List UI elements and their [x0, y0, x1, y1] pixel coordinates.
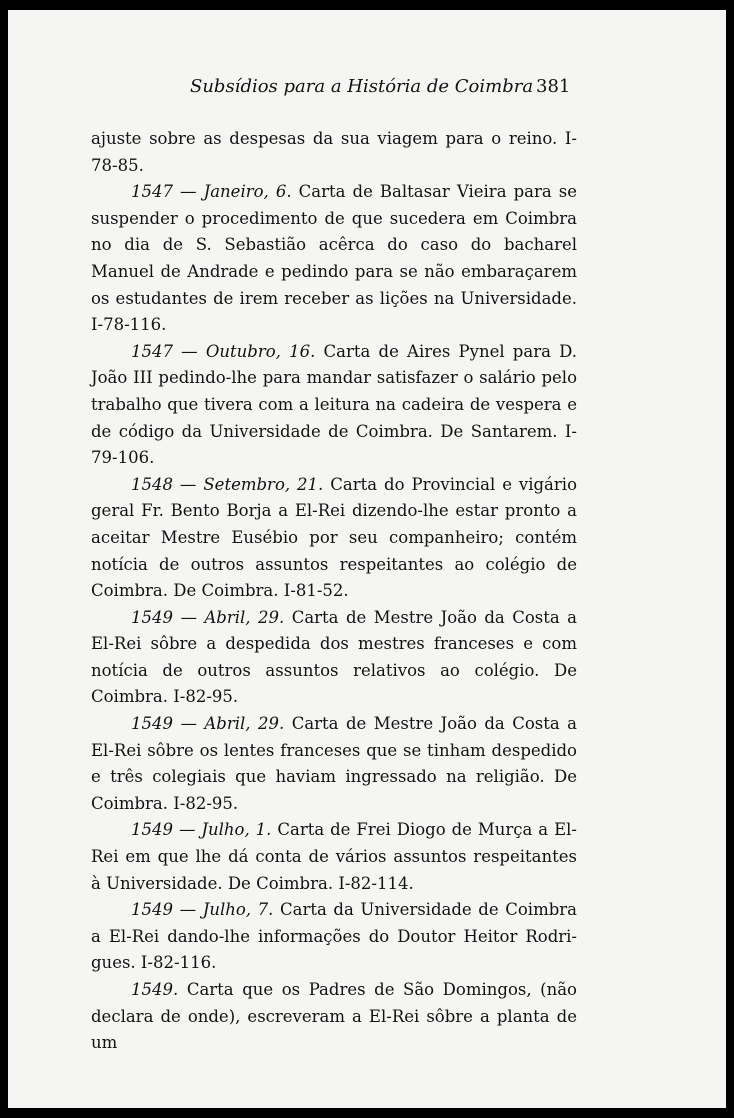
entry-date: 1547 — Outubro, 16. [131, 341, 316, 361]
text-body [91, 126, 577, 1057]
paragraph [91, 897, 577, 977]
running-title: Subsídios para a História de Coimbra [190, 76, 534, 97]
running-header [8, 76, 726, 106]
entry-date: 1549. [131, 980, 179, 999]
entry-text: Carta que os Padres de São Domingos, (não declara de onde), escreveram a El-Rei sôbre a planta de um [91, 980, 577, 1053]
entry-text: Carta de Mestre João da Costa a El-Rei sôbre os lentes franceses que se tinham despedido e três colegiais que haviam ingressado na religião. De Coimbra. I-82-95. [91, 714, 577, 813]
entry-text: Carta de Aires Pynel para D. João III pedindo-lhe para mandar satisfazer o salário pelo trabalho que tivera com a leitura na cadeira de vespera e de código da Universidade de Coimbra. De Santarem. I-79-106. [91, 341, 577, 468]
entry-date: 1549 — Julho, 1. [131, 820, 272, 840]
paragraph [91, 126, 577, 179]
entry-text: Carta de Frei Diogo de Murça a El-Rei em que lhe dá conta de vários assuntos respeitantes à Universidade. De Coimbra. I-82-114. [91, 820, 577, 893]
entry-text: Carta da Universidade de Coimbra a El-Rei dando-lhe informações do Doutor Heitor Rodrigues. I-82-116. [91, 900, 577, 973]
paragraph [91, 711, 577, 817]
entry-date: 1549 — Abril, 29. [131, 714, 285, 734]
entry-date: 1549 — Abril, 29. [131, 607, 285, 627]
entry-text: Carta de Baltasar Vieira para se suspender o procedimento de que sucedera em Coimbra no dia de S. Sebastião acêrca do caso do bacharel Manuel de Andrade e pedindo para se não embaraçarem os estudantes de irem receber as lições na Universidade. I-78-116. [91, 182, 578, 335]
page [8, 10, 726, 1108]
entry-text: ajuste sobre as despesas da sua viagem para o reino. I-78-85. [91, 129, 577, 175]
page-number: 381 [536, 76, 571, 97]
entry-date: 1549 — Julho, 7. [131, 900, 274, 920]
entry-text: Carta de Mestre João da Costa a El-Rei sôbre a despedida dos mestres franceses e com notícia de outros assuntos relativos ao colégio. De Coimbra. I-82-95. [91, 607, 577, 707]
paragraph [91, 472, 577, 605]
entry-text: Carta do Provincial e vigário geral Fr. Bento Borja a El-Rei dizendo-lhe estar pronto a aceitar Mestre Eusébio por seu companheiro; contém notícia de outros assuntos respeitantes ao colégio de Coimbra. De Coimbra. I-81-52. [91, 474, 577, 601]
paragraph [91, 977, 577, 1057]
paragraph [91, 605, 577, 711]
entry-date: 1548 — Setembro, 21. [131, 474, 324, 494]
paragraph [91, 179, 577, 339]
paragraph [91, 339, 577, 472]
entry-date: 1547 — Janeiro, 6. [131, 182, 292, 202]
paragraph [91, 817, 577, 897]
